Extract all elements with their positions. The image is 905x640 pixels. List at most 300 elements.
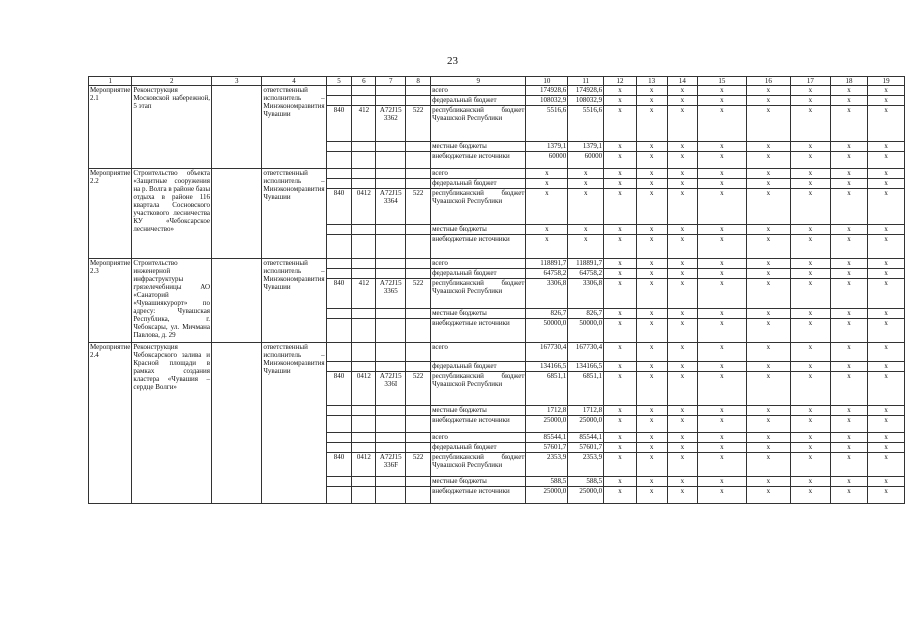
- value-cell-v10: 85544,1: [526, 433, 568, 443]
- source-cell: местные бюджеты: [431, 142, 526, 152]
- code-cell-rz: [352, 362, 376, 372]
- code-cell-vr: [406, 96, 431, 106]
- x-mark-cell: x: [636, 487, 667, 504]
- code-cell-rz: [352, 152, 376, 169]
- x-mark-cell: x: [868, 152, 905, 169]
- code-cell-grbs: [326, 86, 352, 96]
- x-mark-cell: x: [746, 179, 790, 189]
- code-cell-csr: [376, 433, 406, 443]
- code-cell-grbs: [326, 443, 352, 453]
- code-cell-rz: 0412: [352, 372, 376, 406]
- x-mark-cell: x: [604, 362, 637, 372]
- x-mark-cell: x: [667, 142, 698, 152]
- x-mark-cell: x: [604, 487, 637, 504]
- code-cell-grbs: [326, 96, 352, 106]
- x-mark-cell: x: [667, 309, 698, 319]
- x-mark-cell: x: [636, 189, 667, 225]
- code-cell-rz: [352, 477, 376, 487]
- x-mark-cell: x: [667, 343, 698, 362]
- x-mark-cell: x: [604, 406, 637, 416]
- x-mark-cell: x: [868, 406, 905, 416]
- source-cell: республиканский бюджет Чувашской Республики: [431, 279, 526, 309]
- value-cell-v10: 25000,0: [526, 487, 568, 504]
- column-header: 13: [636, 77, 667, 86]
- value-cell-v11: 118891,7: [568, 259, 604, 269]
- code-cell-csr: [376, 259, 406, 269]
- code-cell-rz: [352, 259, 376, 269]
- code-cell-vr: [406, 319, 431, 343]
- x-mark-cell: x: [746, 362, 790, 372]
- code-cell-rz: 412: [352, 106, 376, 142]
- source-cell: внебюджетные источники: [431, 487, 526, 504]
- code-cell-vr: [406, 433, 431, 443]
- source-cell: республиканский бюджет Чувашской Республики: [431, 106, 526, 142]
- x-mark-cell: x: [636, 453, 667, 477]
- x-mark-cell: x: [604, 96, 637, 106]
- x-mark-cell: x: [746, 372, 790, 406]
- column-header: 2: [132, 77, 212, 86]
- x-mark-cell: x: [698, 86, 746, 96]
- x-mark-cell: x: [604, 152, 637, 169]
- value-cell-v10: 108032,9: [526, 96, 568, 106]
- value-cell-v10: 5516,6: [526, 106, 568, 142]
- x-mark-cell: x: [830, 106, 868, 142]
- empty-cell: [212, 343, 262, 504]
- code-cell-vr: [406, 443, 431, 453]
- activity-cell: Мероприятие 2.2: [89, 169, 132, 259]
- value-cell-v10: 60000: [526, 152, 568, 169]
- x-mark-cell: x: [636, 225, 667, 235]
- value-cell-v11: 25000,0: [568, 416, 604, 433]
- source-cell: федеральный бюджет: [431, 96, 526, 106]
- x-mark-cell: x: [698, 487, 746, 504]
- code-cell-csr: [376, 169, 406, 179]
- x-mark-cell: x: [868, 225, 905, 235]
- x-mark-cell: x: [604, 106, 637, 142]
- x-mark-cell: x: [791, 142, 831, 152]
- table-row: [89, 343, 905, 362]
- x-mark-cell: x: [868, 372, 905, 406]
- x-mark-cell: x: [667, 487, 698, 504]
- x-mark-cell: x: [791, 477, 831, 487]
- x-mark-cell: x: [636, 443, 667, 453]
- executor-cell: ответственный исполнитель – Минэкономразвития Чувашии: [262, 169, 326, 259]
- code-cell-csr: [376, 406, 406, 416]
- value-cell-v10: x: [526, 225, 568, 235]
- x-mark-cell: x: [791, 343, 831, 362]
- value-cell-v11: 588,5: [568, 477, 604, 487]
- code-cell-rz: [352, 96, 376, 106]
- x-mark-cell: x: [830, 372, 868, 406]
- value-cell-v10: 167730,4: [526, 343, 568, 362]
- x-mark-cell: x: [636, 169, 667, 179]
- value-cell-v11: 6851,1: [568, 372, 604, 406]
- x-mark-cell: x: [746, 309, 790, 319]
- x-mark-cell: x: [604, 309, 637, 319]
- source-cell: республиканский бюджет Чувашской Республики: [431, 372, 526, 406]
- source-cell: всего: [431, 259, 526, 269]
- x-mark-cell: x: [667, 259, 698, 269]
- x-mark-cell: x: [868, 235, 905, 259]
- value-cell-v11: x: [568, 235, 604, 259]
- x-mark-cell: x: [830, 309, 868, 319]
- x-mark-cell: x: [868, 189, 905, 225]
- x-mark-cell: x: [667, 477, 698, 487]
- code-cell-grbs: [326, 169, 352, 179]
- value-cell-v10: x: [526, 235, 568, 259]
- x-mark-cell: x: [746, 453, 790, 477]
- value-cell-v11: 1712,8: [568, 406, 604, 416]
- value-cell-v11: x: [568, 169, 604, 179]
- source-cell: всего: [431, 343, 526, 362]
- page-number: 23: [447, 55, 458, 67]
- column-header: 9: [431, 77, 526, 86]
- x-mark-cell: x: [636, 86, 667, 96]
- value-cell-v11: 826,7: [568, 309, 604, 319]
- x-mark-cell: x: [636, 259, 667, 269]
- x-mark-cell: x: [604, 416, 637, 433]
- column-header: 3: [212, 77, 262, 86]
- x-mark-cell: x: [791, 169, 831, 179]
- x-mark-cell: x: [746, 279, 790, 309]
- value-cell-v11: x: [568, 225, 604, 235]
- x-mark-cell: x: [604, 189, 637, 225]
- code-cell-grbs: [326, 269, 352, 279]
- code-cell-csr: [376, 343, 406, 362]
- x-mark-cell: x: [698, 152, 746, 169]
- code-cell-csr: A72J15 3364: [376, 189, 406, 225]
- x-mark-cell: x: [791, 443, 831, 453]
- column-header: 14: [667, 77, 698, 86]
- value-cell-v11: 60000: [568, 152, 604, 169]
- x-mark-cell: x: [746, 169, 790, 179]
- x-mark-cell: x: [698, 179, 746, 189]
- empty-cell: [212, 259, 262, 343]
- code-cell-grbs: [326, 225, 352, 235]
- column-header: 4: [262, 77, 326, 86]
- x-mark-cell: x: [746, 259, 790, 269]
- x-mark-cell: x: [636, 142, 667, 152]
- x-mark-cell: x: [830, 152, 868, 169]
- value-cell-v10: x: [526, 169, 568, 179]
- x-mark-cell: x: [791, 179, 831, 189]
- x-mark-cell: x: [746, 189, 790, 225]
- x-mark-cell: x: [667, 225, 698, 235]
- column-header: 19: [868, 77, 905, 86]
- code-cell-vr: 522: [406, 106, 431, 142]
- code-cell-rz: [352, 235, 376, 259]
- x-mark-cell: x: [830, 86, 868, 96]
- x-mark-cell: x: [636, 269, 667, 279]
- value-cell-v10: 57601,7: [526, 443, 568, 453]
- code-cell-csr: [376, 225, 406, 235]
- x-mark-cell: x: [746, 142, 790, 152]
- code-cell-vr: 522: [406, 372, 431, 406]
- value-cell-v10: 1379,1: [526, 142, 568, 152]
- x-mark-cell: x: [698, 372, 746, 406]
- column-header: 11: [568, 77, 604, 86]
- x-mark-cell: x: [604, 443, 637, 453]
- source-cell: федеральный бюджет: [431, 269, 526, 279]
- code-cell-vr: [406, 269, 431, 279]
- code-cell-rz: [352, 343, 376, 362]
- x-mark-cell: x: [791, 225, 831, 235]
- source-cell: внебюджетные источники: [431, 235, 526, 259]
- code-cell-rz: [352, 309, 376, 319]
- x-mark-cell: x: [667, 96, 698, 106]
- code-cell-rz: [352, 487, 376, 504]
- code-cell-csr: A72J15 3362: [376, 106, 406, 142]
- x-mark-cell: x: [791, 96, 831, 106]
- code-cell-vr: 522: [406, 189, 431, 225]
- x-mark-cell: x: [830, 487, 868, 504]
- code-cell-csr: [376, 235, 406, 259]
- x-mark-cell: x: [698, 477, 746, 487]
- value-cell-v11: 85544,1: [568, 433, 604, 443]
- x-mark-cell: x: [868, 487, 905, 504]
- code-cell-grbs: [326, 309, 352, 319]
- value-cell-v10: 3306,8: [526, 279, 568, 309]
- code-cell-rz: [352, 269, 376, 279]
- value-cell-v11: 1379,1: [568, 142, 604, 152]
- value-cell-v11: 134166,5: [568, 362, 604, 372]
- x-mark-cell: x: [791, 406, 831, 416]
- column-header: 16: [746, 77, 790, 86]
- value-cell-v11: 3306,8: [568, 279, 604, 309]
- x-mark-cell: x: [746, 152, 790, 169]
- header-row: [89, 77, 905, 86]
- x-mark-cell: x: [667, 443, 698, 453]
- column-header: 10: [526, 77, 568, 86]
- code-cell-csr: [376, 443, 406, 453]
- x-mark-cell: x: [746, 235, 790, 259]
- x-mark-cell: x: [698, 406, 746, 416]
- x-mark-cell: x: [868, 279, 905, 309]
- code-cell-grbs: 840: [326, 106, 352, 142]
- x-mark-cell: x: [746, 416, 790, 433]
- code-cell-rz: [352, 142, 376, 152]
- value-cell-v11: x: [568, 189, 604, 225]
- code-cell-rz: [352, 179, 376, 189]
- value-cell-v11: x: [568, 179, 604, 189]
- code-cell-grbs: [326, 259, 352, 269]
- x-mark-cell: x: [636, 319, 667, 343]
- source-cell: местные бюджеты: [431, 309, 526, 319]
- x-mark-cell: x: [791, 487, 831, 504]
- column-header: 5: [326, 77, 352, 86]
- value-cell-v10: 64758,2: [526, 269, 568, 279]
- code-cell-vr: [406, 152, 431, 169]
- code-cell-vr: [406, 487, 431, 504]
- x-mark-cell: x: [746, 106, 790, 142]
- activity-cell: Мероприятие 2.4: [89, 343, 132, 504]
- column-header: 15: [698, 77, 746, 86]
- value-cell-v10: 1712,8: [526, 406, 568, 416]
- x-mark-cell: x: [791, 106, 831, 142]
- column-header: 7: [376, 77, 406, 86]
- x-mark-cell: x: [746, 406, 790, 416]
- x-mark-cell: x: [830, 406, 868, 416]
- code-cell-rz: [352, 433, 376, 443]
- x-mark-cell: x: [830, 179, 868, 189]
- x-mark-cell: x: [604, 179, 637, 189]
- code-cell-rz: [352, 86, 376, 96]
- x-mark-cell: x: [830, 279, 868, 309]
- x-mark-cell: x: [791, 86, 831, 96]
- x-mark-cell: x: [830, 416, 868, 433]
- executor-cell: ответственный исполнитель – Минэкономразвития Чувашии: [262, 343, 326, 504]
- value-cell-v10: x: [526, 179, 568, 189]
- value-cell-v10: 588,5: [526, 477, 568, 487]
- code-cell-vr: [406, 406, 431, 416]
- x-mark-cell: x: [791, 279, 831, 309]
- executor-cell: ответственный исполнитель – Минэкономразвития Чувашии: [262, 86, 326, 169]
- value-cell-v10: 118891,7: [526, 259, 568, 269]
- x-mark-cell: x: [791, 372, 831, 406]
- code-cell-grbs: [326, 343, 352, 362]
- source-cell: республиканский бюджет Чувашской Республики: [431, 453, 526, 477]
- x-mark-cell: x: [791, 453, 831, 477]
- x-mark-cell: x: [698, 142, 746, 152]
- code-cell-rz: [352, 319, 376, 343]
- column-header: 17: [791, 77, 831, 86]
- x-mark-cell: x: [791, 433, 831, 443]
- x-mark-cell: x: [604, 319, 637, 343]
- code-cell-csr: [376, 487, 406, 504]
- value-cell-v11: 57601,7: [568, 443, 604, 453]
- x-mark-cell: x: [604, 235, 637, 259]
- x-mark-cell: x: [868, 96, 905, 106]
- x-mark-cell: x: [868, 477, 905, 487]
- x-mark-cell: x: [868, 309, 905, 319]
- x-mark-cell: x: [636, 106, 667, 142]
- column-header: 6: [352, 77, 376, 86]
- table-row: [89, 169, 905, 179]
- x-mark-cell: x: [698, 225, 746, 235]
- x-mark-cell: x: [698, 279, 746, 309]
- x-mark-cell: x: [868, 86, 905, 96]
- value-cell-v11: 108032,9: [568, 96, 604, 106]
- x-mark-cell: x: [746, 343, 790, 362]
- code-cell-csr: A72J15 336I: [376, 372, 406, 406]
- x-mark-cell: x: [698, 433, 746, 443]
- value-cell-v10: 25000,0: [526, 416, 568, 433]
- x-mark-cell: x: [636, 179, 667, 189]
- code-cell-vr: [406, 235, 431, 259]
- x-mark-cell: x: [868, 269, 905, 279]
- x-mark-cell: x: [667, 433, 698, 443]
- value-cell-v11: 5516,6: [568, 106, 604, 142]
- source-cell: внебюджетные источники: [431, 416, 526, 433]
- table-row: [89, 259, 905, 269]
- x-mark-cell: x: [830, 142, 868, 152]
- x-mark-cell: x: [636, 96, 667, 106]
- source-cell: местные бюджеты: [431, 225, 526, 235]
- x-mark-cell: x: [791, 235, 831, 259]
- value-cell-v10: 6851,1: [526, 372, 568, 406]
- x-mark-cell: x: [667, 453, 698, 477]
- x-mark-cell: x: [636, 372, 667, 406]
- x-mark-cell: x: [636, 416, 667, 433]
- x-mark-cell: x: [830, 225, 868, 235]
- activity-name-cell: Строительство инженерной инфраструктуры грязелечебницы АО «Санаторий «Чувашиякурорт» по адресу: Чувашская Республика, г. Чебоксары, ул. Мичмана Павлова, д. 29: [132, 259, 212, 343]
- code-cell-rz: [352, 169, 376, 179]
- value-cell-v11: 50000,0: [568, 319, 604, 343]
- x-mark-cell: x: [791, 309, 831, 319]
- code-cell-grbs: [326, 433, 352, 443]
- x-mark-cell: x: [667, 152, 698, 169]
- x-mark-cell: x: [830, 319, 868, 343]
- x-mark-cell: x: [746, 443, 790, 453]
- x-mark-cell: x: [868, 179, 905, 189]
- empty-cell: [212, 86, 262, 169]
- code-cell-csr: [376, 416, 406, 433]
- value-cell-v10: 2353,9: [526, 453, 568, 477]
- code-cell-csr: [376, 269, 406, 279]
- source-cell: федеральный бюджет: [431, 443, 526, 453]
- x-mark-cell: x: [698, 309, 746, 319]
- activity-cell: Мероприятие 2.1: [89, 86, 132, 169]
- code-cell-rz: 412: [352, 279, 376, 309]
- x-mark-cell: x: [830, 269, 868, 279]
- value-cell-v10: x: [526, 189, 568, 225]
- x-mark-cell: x: [746, 96, 790, 106]
- x-mark-cell: x: [667, 319, 698, 343]
- x-mark-cell: x: [698, 362, 746, 372]
- x-mark-cell: x: [667, 235, 698, 259]
- x-mark-cell: x: [791, 259, 831, 269]
- x-mark-cell: x: [830, 453, 868, 477]
- x-mark-cell: x: [830, 96, 868, 106]
- x-mark-cell: x: [698, 259, 746, 269]
- x-mark-cell: x: [746, 86, 790, 96]
- x-mark-cell: x: [868, 443, 905, 453]
- x-mark-cell: x: [636, 279, 667, 309]
- code-cell-vr: [406, 309, 431, 319]
- code-cell-rz: 0412: [352, 453, 376, 477]
- code-cell-rz: 0412: [352, 189, 376, 225]
- x-mark-cell: x: [636, 477, 667, 487]
- x-mark-cell: x: [830, 235, 868, 259]
- x-mark-cell: x: [868, 142, 905, 152]
- activity-cell: Мероприятие 2.3: [89, 259, 132, 343]
- x-mark-cell: x: [868, 453, 905, 477]
- x-mark-cell: x: [604, 279, 637, 309]
- x-mark-cell: x: [746, 269, 790, 279]
- code-cell-csr: [376, 86, 406, 96]
- code-cell-grbs: [326, 406, 352, 416]
- x-mark-cell: x: [868, 169, 905, 179]
- x-mark-cell: x: [667, 372, 698, 406]
- x-mark-cell: x: [698, 96, 746, 106]
- x-mark-cell: x: [698, 453, 746, 477]
- code-cell-csr: [376, 142, 406, 152]
- source-cell: республиканский бюджет Чувашской Республики: [431, 189, 526, 225]
- x-mark-cell: x: [667, 189, 698, 225]
- x-mark-cell: x: [667, 279, 698, 309]
- x-mark-cell: x: [636, 433, 667, 443]
- x-mark-cell: x: [667, 416, 698, 433]
- x-mark-cell: x: [698, 319, 746, 343]
- x-mark-cell: x: [830, 443, 868, 453]
- x-mark-cell: x: [636, 406, 667, 416]
- x-mark-cell: x: [604, 477, 637, 487]
- x-mark-cell: x: [791, 189, 831, 225]
- code-cell-grbs: 840: [326, 279, 352, 309]
- x-mark-cell: x: [698, 416, 746, 433]
- value-cell-v11: 174928,6: [568, 86, 604, 96]
- code-cell-vr: [406, 362, 431, 372]
